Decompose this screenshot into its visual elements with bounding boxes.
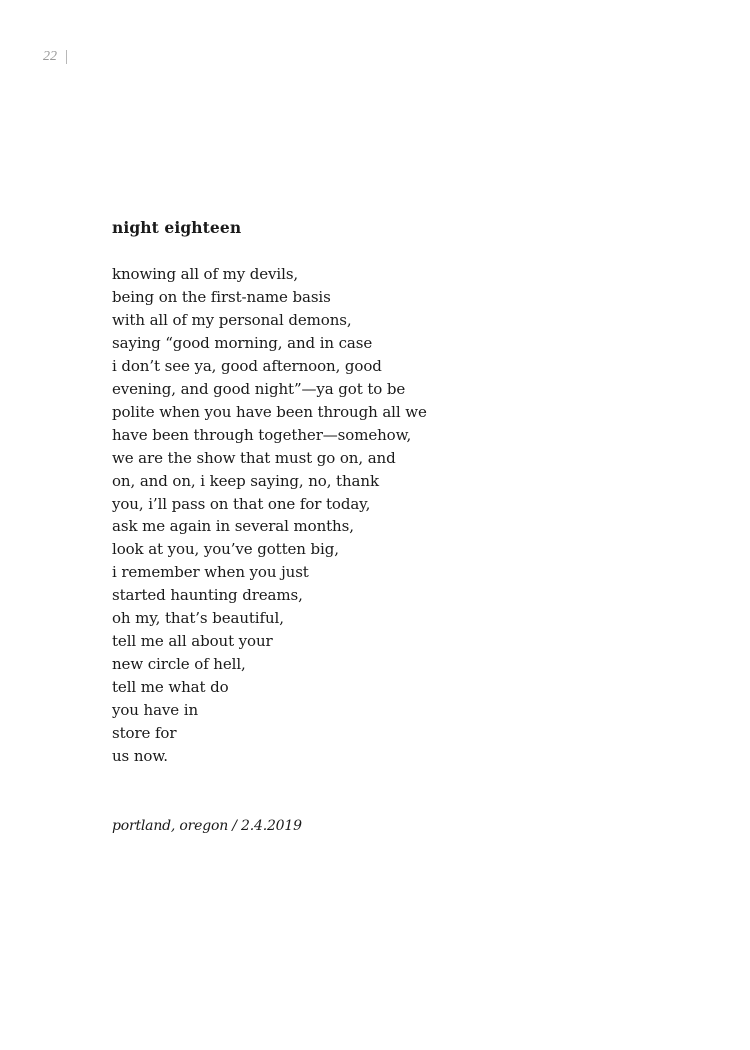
poem-line: new circle of hell,: [112, 655, 246, 674]
poem-title: night eighteen: [112, 218, 242, 237]
poem-line: with all of my personal demons,: [112, 310, 352, 329]
poem-line: tell me what do: [112, 678, 229, 697]
poem-line: i remember when you just: [112, 563, 309, 582]
poem-line: you, i’ll pass on that one for today,: [112, 494, 371, 513]
poem-line: look at you, you’ve gotten big,: [112, 540, 339, 559]
poem-line: on, and on, i keep saying, no, thank: [112, 471, 379, 490]
poem-line: us now.: [112, 747, 168, 766]
poem-line: you have in: [112, 701, 199, 720]
poem-line: polite when you have been through all we: [112, 402, 427, 421]
page-header: [43, 49, 67, 65]
poem-line: have been through together—somehow,: [112, 425, 412, 444]
poem-line: evening, and good night”—ya got to be: [112, 379, 406, 398]
poem-body: [112, 263, 672, 768]
header-divider: [66, 50, 67, 64]
poem-place-date: portland, oregon / 2.4.2019: [112, 818, 302, 834]
poem: [112, 218, 672, 768]
poem-line: being on the first-name basis: [112, 287, 331, 306]
poem-line: store for: [112, 724, 177, 743]
poem-line: tell me all about your: [112, 632, 273, 651]
poem-line: we are the show that must go on, and: [112, 448, 396, 467]
poem-line: knowing all of my devils,: [112, 265, 299, 283]
poem-line: ask me again in several months,: [112, 517, 354, 536]
poem-line: i don’t see ya, good afternoon, good: [112, 356, 382, 375]
poem-line: saying “good morning, and in case: [112, 333, 373, 352]
poem-line: oh my, that’s beautiful,: [112, 609, 284, 628]
poem-line: started haunting dreams,: [112, 586, 303, 605]
page-number: 22: [43, 49, 57, 64]
